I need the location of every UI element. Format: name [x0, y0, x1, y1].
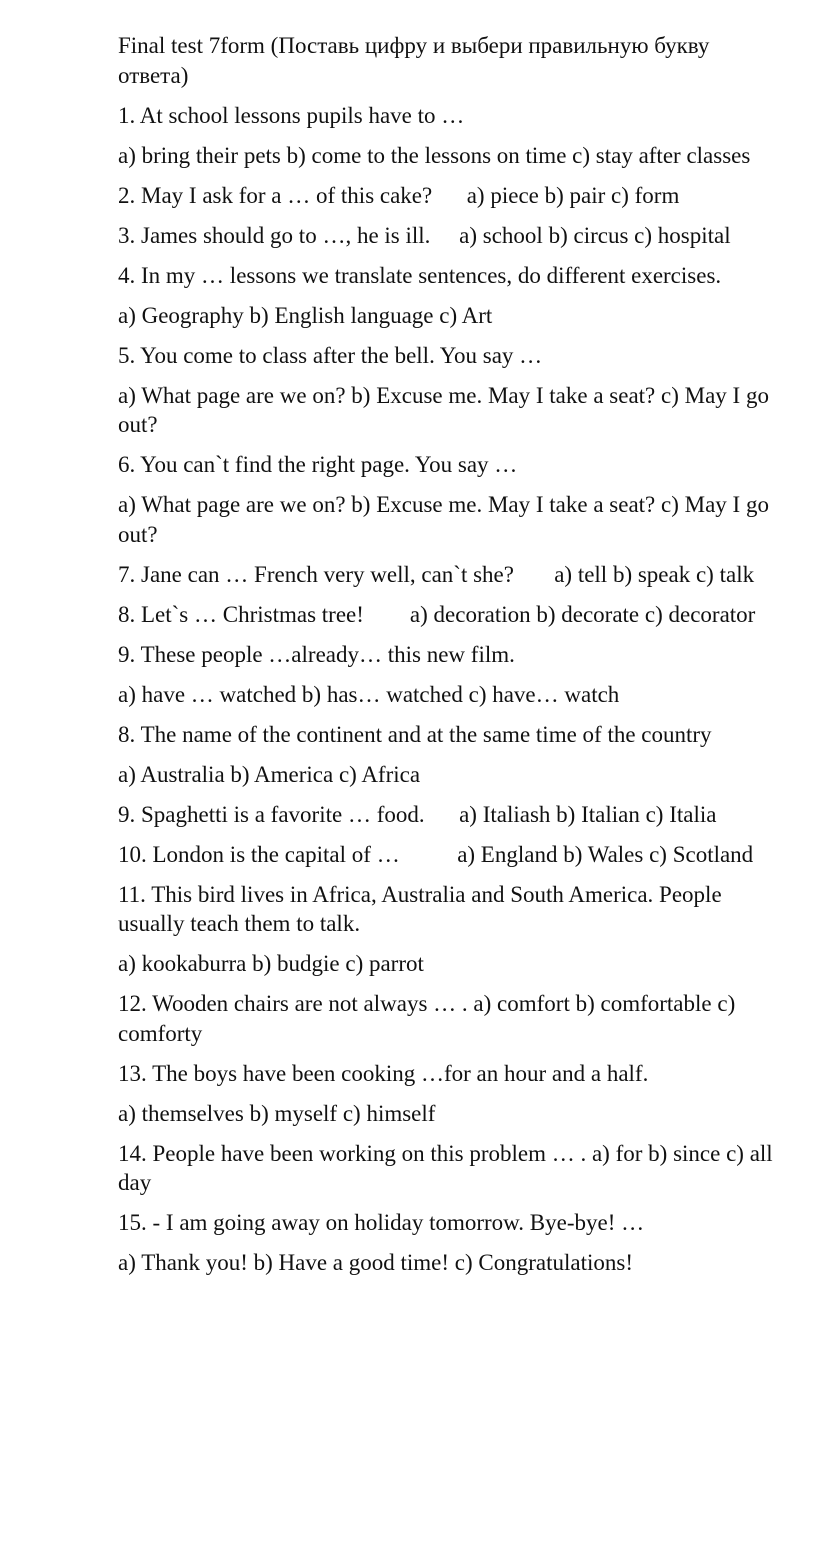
question-9: 9. These people …already… this new film. — [118, 641, 515, 667]
answers-1: a) bring their pets b) come to the lessons on time c) stay after classes — [118, 142, 751, 168]
question-5: 5. You come to class after the bell. You say … — [118, 342, 543, 368]
test-document — [118, 31, 778, 1288]
answers-9: a) have … watched b) has… watched c) have… watch — [118, 681, 620, 707]
answers-4: a) Geography b) English language c) Art — [118, 302, 493, 328]
question-14: 14. People have been working on this problem … . a) for b) since c) all day — [118, 1140, 779, 1195]
answers-11: a) kookaburra b) budgie c) parrot — [118, 951, 424, 976]
question-11: 11. This bird lives in Africa, Australia and South America. People usually teach them to talk. — [118, 881, 728, 936]
question-1: 1. At school lessons pupils have to … — [118, 102, 465, 128]
answers-5: a) What page are we on? b) Excuse me. May I take a seat? c) May I go out? — [118, 382, 775, 437]
question-9b: 9. Spaghetti is a favorite … food. a) Italiash b) Italian c) Italia — [118, 801, 717, 827]
question-4: 4. In my … lessons we translate sentences, do different exercises. — [118, 262, 722, 288]
document-title: Final test 7form (Поставь цифру и выбери правильную букву ответа) — [118, 33, 716, 88]
answers-8b: a) Australia b) America c) Africa — [118, 761, 421, 787]
answers-6: a) What page are we on? b) Excuse me. May I take a seat? c) May I go out? — [118, 492, 775, 547]
question-3: 3. James should go to …, he is ill. a) school b) circus c) hospital — [118, 222, 731, 248]
question-6: 6. You can`t find the right page. You say … — [118, 452, 518, 477]
question-15: 15. - I am going away on holiday tomorrow. Bye-bye! … — [118, 1210, 645, 1235]
answers-13: a) themselves b) myself c) himself — [118, 1100, 436, 1126]
question-8: 8. Let`s … Christmas tree! a) decoration b) decorate c) decorator — [118, 601, 756, 627]
answers-15: a) Thank you! b) Have a good time! c) Congratulations! — [118, 1250, 634, 1275]
question-13: 13. The boys have been cooking …for an hour and a half. — [118, 1060, 649, 1086]
question-2: 2. May I ask for a … of this cake? a) piece b) pair c) form — [118, 182, 680, 208]
question-12: 12. Wooden chairs are not always … . a) comfort b) comfortable c) comforty — [118, 991, 741, 1046]
question-7: 7. Jane can … French very well, can`t she? a) tell b) speak c) talk — [118, 561, 755, 587]
question-8b: 8. The name of the continent and at the same time of the country — [118, 721, 712, 747]
question-10: 10. London is the capital of … a) England b) Wales c) Scotland — [118, 841, 754, 867]
